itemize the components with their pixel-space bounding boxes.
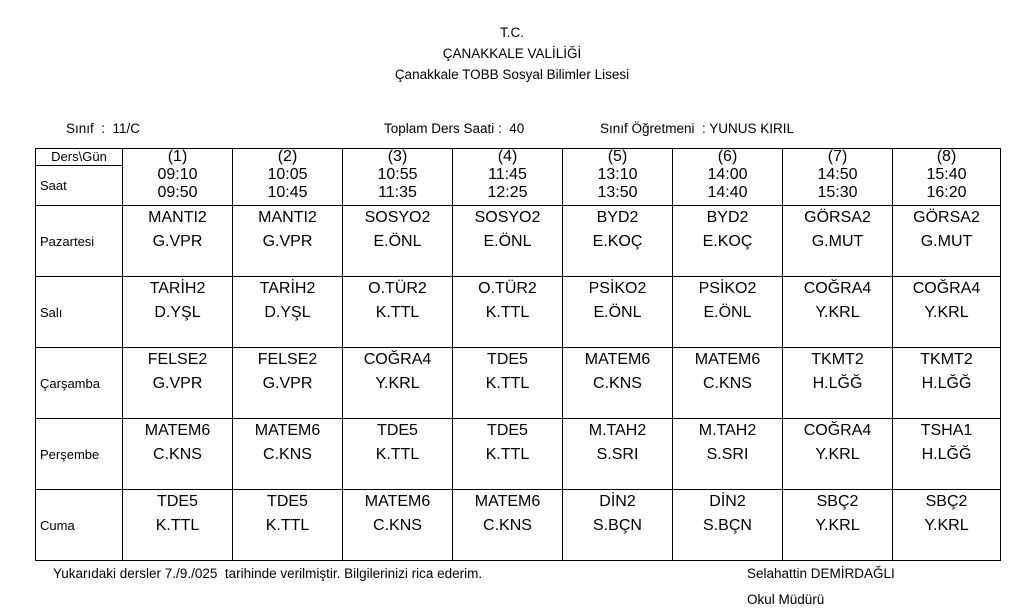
total-hours-label: Toplam Ders Saati : 40 xyxy=(384,121,525,136)
period-number: (7) xyxy=(783,149,893,166)
period-end: 12:25 xyxy=(487,183,528,201)
header-line-tc: T.C. xyxy=(499,25,524,40)
period-start: 10:55 xyxy=(377,165,418,183)
course-code: MATEM6 xyxy=(144,422,211,439)
teacher-code: G.VPR xyxy=(262,375,313,392)
course-code: TDE5 xyxy=(377,422,418,439)
period-time xyxy=(563,166,673,206)
course-code: M.TAH2 xyxy=(588,422,647,439)
saat-label: Saat xyxy=(36,166,123,206)
day-label: Salı xyxy=(36,277,123,348)
course-code: TDE5 xyxy=(157,493,198,510)
course-code: DİN2 xyxy=(599,493,636,510)
teacher-code: K.TTL xyxy=(265,517,310,534)
period-start: 13:10 xyxy=(597,165,638,183)
teacher-code: G.MUT xyxy=(920,233,973,250)
period-time xyxy=(233,166,343,206)
course-code: TSHA1 xyxy=(920,422,973,439)
course-code: O.TÜR2 xyxy=(368,280,427,297)
teacher-code: C.KNS xyxy=(483,517,532,534)
course-code: TKMT2 xyxy=(811,351,864,368)
course-code: COĞRA4 xyxy=(363,351,432,368)
day-row xyxy=(36,348,1001,419)
lesson-cell xyxy=(563,277,673,348)
day-label: Çarşamba xyxy=(36,348,123,419)
teacher-code: G.VPR xyxy=(262,233,313,250)
teacher-code: Y.KRL xyxy=(815,517,860,534)
teacher-code: S.BÇN xyxy=(703,517,752,534)
course-code: SOSYO2 xyxy=(474,209,541,226)
teacher-code: G.VPR xyxy=(152,233,203,250)
teacher-code: C.KNS xyxy=(373,517,422,534)
lesson-cell xyxy=(123,490,233,561)
teacher-code: H.LĞĞ xyxy=(921,446,972,463)
timetable xyxy=(35,148,1001,561)
teacher-code: C.KNS xyxy=(153,446,202,463)
lesson-cell xyxy=(233,348,343,419)
course-code: MATEM6 xyxy=(254,422,321,439)
period-end: 09:50 xyxy=(157,183,198,201)
lesson-cell xyxy=(893,419,1001,490)
teacher-code: Y.KRL xyxy=(815,304,860,321)
lesson-cell xyxy=(563,348,673,419)
course-code: MATEM6 xyxy=(584,351,651,368)
teacher-code: Y.KRL xyxy=(375,375,420,392)
period-time xyxy=(343,166,453,206)
period-number: (2) xyxy=(233,149,343,166)
period-start: 15:40 xyxy=(926,165,967,183)
teacher-code: K.TTL xyxy=(485,304,530,321)
teacher-code: E.ÖNL xyxy=(593,304,642,321)
period-time xyxy=(673,166,783,206)
period-time xyxy=(123,166,233,206)
lesson-cell xyxy=(233,206,343,277)
period-number: (3) xyxy=(343,149,453,166)
period-end: 16:20 xyxy=(926,183,967,201)
period-number: (5) xyxy=(563,149,673,166)
lesson-cell xyxy=(893,490,1001,561)
lesson-cell xyxy=(123,348,233,419)
course-code: PSİKO2 xyxy=(588,280,647,297)
teacher-code: S.SRI xyxy=(706,446,749,463)
teacher-code: S.BÇN xyxy=(593,517,642,534)
course-code: MATEM6 xyxy=(694,351,761,368)
teacher-code: K.TTL xyxy=(375,304,420,321)
lesson-cell xyxy=(783,277,893,348)
period-start: 09:10 xyxy=(157,165,198,183)
lesson-cell xyxy=(783,419,893,490)
lesson-cell xyxy=(563,490,673,561)
lesson-cell xyxy=(123,419,233,490)
lesson-cell xyxy=(783,206,893,277)
lesson-cell xyxy=(123,277,233,348)
lesson-cell xyxy=(343,490,453,561)
course-code: SOSYO2 xyxy=(364,209,431,226)
lesson-cell xyxy=(453,490,563,561)
lesson-cell xyxy=(233,490,343,561)
course-code: COĞRA4 xyxy=(803,280,872,297)
teacher-code: K.TTL xyxy=(485,375,530,392)
lesson-cell xyxy=(233,419,343,490)
class-teacher-label: Sınıf Öğretmeni : YUNUS KIRIL xyxy=(600,121,795,136)
course-code: TKMT2 xyxy=(920,351,973,368)
day-rows xyxy=(36,206,1001,561)
lesson-cell xyxy=(453,348,563,419)
lesson-cell xyxy=(893,206,1001,277)
period-start: 11:45 xyxy=(488,165,527,183)
course-code: FELSE2 xyxy=(257,351,318,368)
course-code: TDE5 xyxy=(267,493,308,510)
teacher-code: Y.KRL xyxy=(815,446,860,463)
course-code: MATEM6 xyxy=(364,493,431,510)
period-start: 10:05 xyxy=(267,165,308,183)
course-code: BYD2 xyxy=(706,209,749,226)
teacher-code: S.SRI xyxy=(596,446,639,463)
teacher-code: C.KNS xyxy=(593,375,642,392)
period-time xyxy=(453,166,563,206)
course-code: MATEM6 xyxy=(474,493,541,510)
period-start: 14:50 xyxy=(817,165,858,183)
day-row xyxy=(36,206,1001,277)
lesson-cell xyxy=(563,419,673,490)
day-row xyxy=(36,490,1001,561)
lesson-cell xyxy=(673,206,783,277)
teacher-code: Y.KRL xyxy=(924,517,969,534)
course-code: COĞRA4 xyxy=(803,422,872,439)
lesson-cell xyxy=(343,348,453,419)
lesson-cell xyxy=(343,206,453,277)
lesson-cell xyxy=(673,419,783,490)
course-code: MANTI2 xyxy=(148,209,207,226)
course-code: O.TÜR2 xyxy=(478,280,537,297)
course-code: TARİH2 xyxy=(259,280,316,297)
course-code: TDE5 xyxy=(487,422,528,439)
lesson-cell xyxy=(453,206,563,277)
period-number: (8) xyxy=(893,149,1001,166)
period-number: (1) xyxy=(123,149,233,166)
teacher-code: D.YŞL xyxy=(154,304,201,321)
signer-name: Selahattin DEMİRDAĞLI xyxy=(747,566,895,581)
teacher-code: K.TTL xyxy=(485,446,530,463)
teacher-code: E.KOÇ xyxy=(702,233,753,250)
day-label: Pazartesi xyxy=(36,206,123,277)
lesson-cell xyxy=(453,419,563,490)
teacher-code: D.YŞL xyxy=(264,304,311,321)
course-code: COĞRA4 xyxy=(912,280,981,297)
course-code: GÖRSA2 xyxy=(804,209,871,226)
period-end: 14:40 xyxy=(707,183,748,201)
course-code: DİN2 xyxy=(709,493,746,510)
header-line-school: Çanakkale TOBB Sosyal Bilimler Lisesi xyxy=(394,67,630,82)
footer-note: Yukarıdaki dersler 7./9./025 tarihinde verilmiştir. Bilgilerinizi rica ederim. xyxy=(53,566,483,581)
lesson-cell xyxy=(343,277,453,348)
teacher-code: H.LĞĞ xyxy=(921,375,972,392)
teacher-code: E.ÖNL xyxy=(373,233,422,250)
teacher-code: Y.KRL xyxy=(924,304,969,321)
course-code: GÖRSA2 xyxy=(913,209,980,226)
teacher-code: E.ÖNL xyxy=(483,233,532,250)
period-time xyxy=(893,166,1001,206)
period-start: 14:00 xyxy=(707,165,748,183)
lesson-cell xyxy=(673,490,783,561)
day-label: Perşembe xyxy=(36,419,123,490)
lesson-cell xyxy=(563,206,673,277)
time-row xyxy=(36,166,1001,206)
lesson-cell xyxy=(673,277,783,348)
course-code: TARİH2 xyxy=(149,280,206,297)
period-time xyxy=(783,166,893,206)
course-code: TDE5 xyxy=(487,351,528,368)
lesson-cell xyxy=(673,348,783,419)
lesson-cell xyxy=(893,277,1001,348)
period-end: 10:45 xyxy=(267,183,308,201)
lesson-cell xyxy=(783,348,893,419)
header-line-governorship: ÇANAKKALE VALİLİĞİ xyxy=(442,46,582,61)
teacher-code: C.KNS xyxy=(263,446,312,463)
teacher-code: G.MUT xyxy=(811,233,864,250)
course-code: FELSE2 xyxy=(147,351,208,368)
teacher-code: E.KOÇ xyxy=(592,233,643,250)
period-number: (6) xyxy=(673,149,783,166)
teacher-code: G.VPR xyxy=(152,375,203,392)
teacher-code: K.TTL xyxy=(155,517,200,534)
teacher-code: C.KNS xyxy=(703,375,752,392)
lesson-cell xyxy=(233,277,343,348)
signer-title: Okul Müdürü xyxy=(747,592,825,607)
lesson-cell xyxy=(453,277,563,348)
teacher-code: H.LĞĞ xyxy=(812,375,863,392)
period-number: (4) xyxy=(453,149,563,166)
course-code: BYD2 xyxy=(596,209,639,226)
course-code: M.TAH2 xyxy=(698,422,757,439)
teacher-code: K.TTL xyxy=(375,446,420,463)
course-code: SBÇ2 xyxy=(816,493,859,510)
corner-label: Ders\Gün xyxy=(36,149,123,166)
teacher-code: E.ÖNL xyxy=(703,304,752,321)
course-code: MANTI2 xyxy=(258,209,317,226)
course-code: PSİKO2 xyxy=(698,280,757,297)
period-end: 15:30 xyxy=(817,183,858,201)
day-row xyxy=(36,277,1001,348)
day-label: Cuma xyxy=(36,490,123,561)
period-end: 11:35 xyxy=(378,183,417,201)
day-row xyxy=(36,419,1001,490)
class-label: Sınıf : 11/C xyxy=(66,121,141,136)
course-code: SBÇ2 xyxy=(925,493,968,510)
lesson-cell xyxy=(783,490,893,561)
period-header-row xyxy=(36,149,1001,166)
lesson-cell xyxy=(893,348,1001,419)
lesson-cell xyxy=(343,419,453,490)
period-end: 13:50 xyxy=(597,183,638,201)
lesson-cell xyxy=(123,206,233,277)
